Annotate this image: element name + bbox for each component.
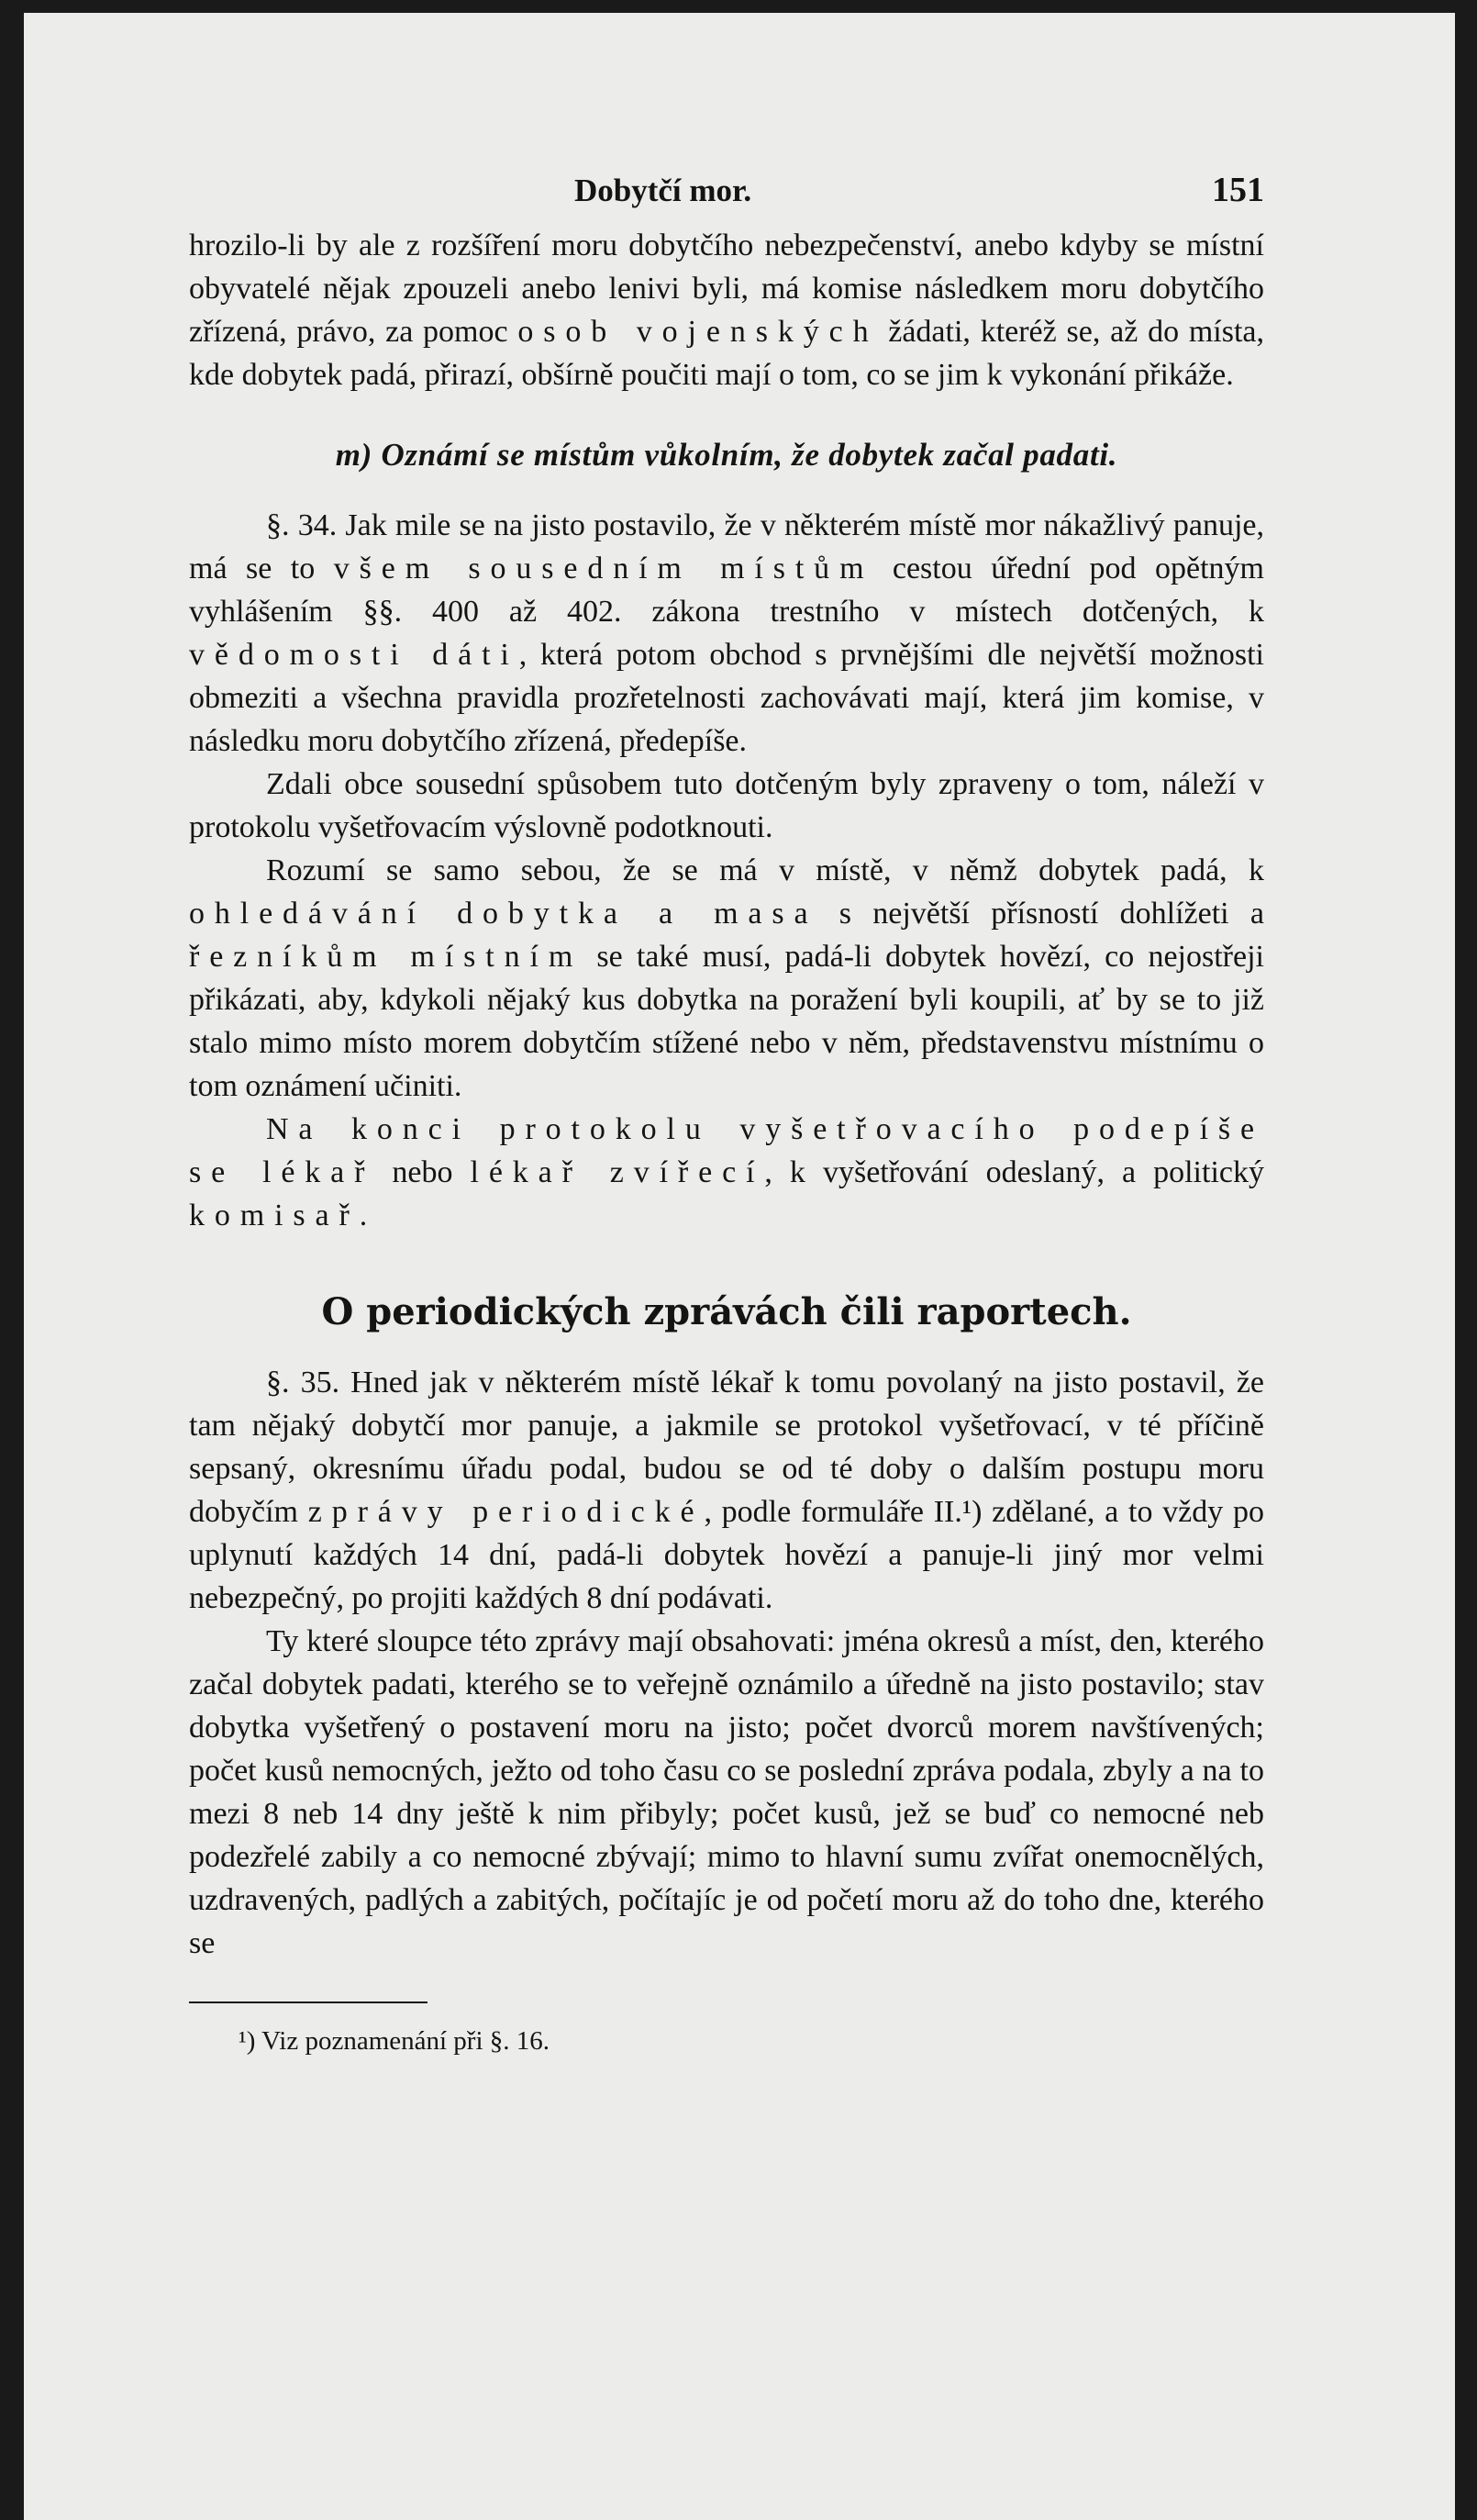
spaced-emphasis: Na konci protokolu vyšetřovacího podepíše se lékař (189, 1112, 1264, 1189)
paragraph-neighbour-notice: Zdali obce sousední spůsobem tuto dotčeným byly zpraveny o tom, náleží v protokolu vyšetřovacím výslovně podotknouti. (189, 767, 1264, 844)
book-page (24, 13, 1455, 2520)
spaced-emphasis: vědomosti dáti (189, 638, 519, 672)
paragraph-section-35: §. 35. Hned jak v některém místě lékař k tomu povolaný na jisto postavil, že tam nějaký dobytčí mor panuje, a jakmile se protokol vyšetřovací, v té příčině sepsaný, okresnímu úřadu podal, budou se od té doby o dalším postupu moru dobyčím zprávy periodické, podle formuláře II.¹) zdělané, a to vždy po uplynutí každých 14 dní, padá-li dobytek hovězí a panuje-li jiný mor velmi nebezpečný, po projiti každých 8 dní podávati. (189, 1366, 1265, 1615)
spaced-emphasis: zprávy periodické (307, 1495, 705, 1529)
subsection-heading: m) Oznámí se místům vůkolním, že dobytek začal padati. (335, 437, 1118, 473)
spaced-emphasis: osob vojenských (517, 315, 879, 349)
section-heading: O periodických zprávách čili raportech. (321, 1290, 1132, 1333)
footnote-divider (189, 2002, 428, 2003)
spaced-emphasis: řezníkům místním (189, 940, 583, 974)
paragraph-protocol-signature: Na konci protokolu vyšetřovacího podepíše se lékař nebo lékař zvířecí, k vyšetřování odeslaný, a politický komisař. (189, 1112, 1264, 1232)
running-header (189, 151, 1264, 224)
paragraph-section-34: §. 34. Jak mile se na jisto postavilo, že v některém místě mor nákažlivý panuje, má se to všem sousedním místům cestou úřední pod opětným vyhlášením §§. 400 až 402. zákona trestního v místech dotčených, k vědomosti dáti, která potom obchod s prvnějšími dle největší možnosti obmeziti a všechna pravidla prozřetelnosti zachovávati mají, která jim komise, v následku moru dobytčího zřízená, předepíše. (189, 508, 1265, 758)
spaced-emphasis: všem sousedním místům (333, 552, 874, 585)
spaced-emphasis: komisař (189, 1199, 360, 1232)
footnote: ¹) Viz poznamenání při §. 16. (239, 2026, 550, 2056)
paragraph-report-columns: Ty které sloupce této zprávy mají obsahovati: jména okresů a míst, den, kterého začal dobytek padati, kterého se to veřejně oznámilo a úředně na jisto postavilo; stav dobytka vyšetřený o postavení moru na jisto; počet dvorců morem navštívených; počet kusů nemocných, ježto od toho času co se poslední zpráva podala, zbyly a na to mezi 8 neb 14 dny ještě k nim přibyly; počet kusů, jež se buď co nemocné neb podezřelé zabily a co nemocné zbývají; mimo to hlavní sumu zvířat onemocnělých, uzdravených, padlých a zabitých, počítajíc je od početí moru až do toho dne, kterého se (189, 1624, 1264, 1960)
running-title: Dobytčí mor. (574, 173, 752, 208)
page-text (189, 151, 1264, 2058)
page-number: 151 (1212, 171, 1264, 209)
paragraph-inspection: Rozumí se samo sebou, že se má v místě, v němž dobytek padá, k ohledávání dobytka a masa s největší přísností dohlížeti a řezníkům místním se také musí, padá-li dobytek hovězí, co nejostřeji přikázati, aby, kdykoli nějaký kus dobytka na poražení byli koupili, ať by se to již stalo mimo místo morem dobytčím stížené nebo v něm, představenstvu místnímu o tom oznámení učiniti. (189, 853, 1264, 1103)
paragraph-continued: hrozilo-li by ale z rozšíření moru dobytčího nebezpečenství, anebo kdyby se místní obyvatelé nějak zpouzeli anebo lenivi byli, má komise následkem moru dobytčího zřízená, právo, za pomoc osob vojenských žádati, kteréž se, až do místa, kde dobytek padá, přirazí, obšírně poučiti mají o tom, co se jim k vykonání přikáže. (189, 229, 1265, 392)
spaced-emphasis: ohledávání dobytka a masa (189, 897, 818, 931)
spaced-emphasis: lékař zvířecí (470, 1155, 765, 1189)
